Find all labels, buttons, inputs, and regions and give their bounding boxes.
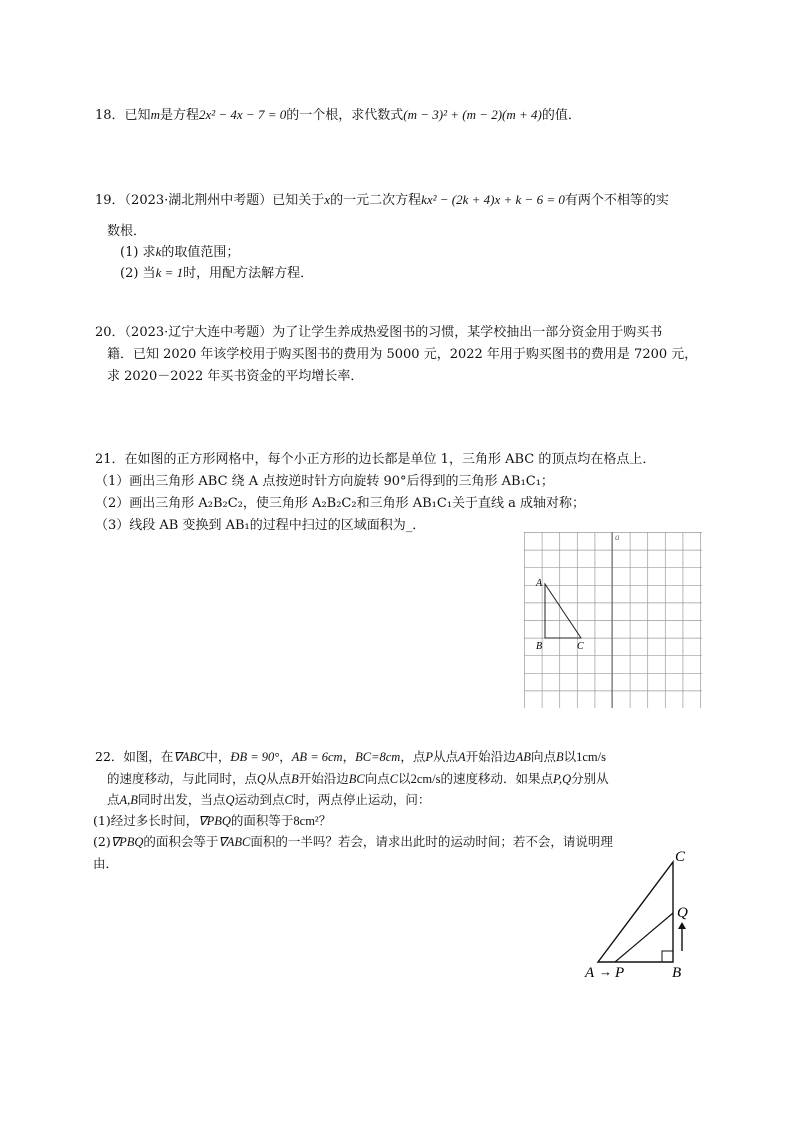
text: 的值． [541, 108, 581, 123]
label-b: B [672, 965, 682, 981]
question-19 [95, 191, 669, 210]
question-21-line1: 21．在如图的正方形网格中，每个小正方形的边长都是单位 1，三角形 ABC 的顶点均在格点上． [95, 452, 656, 467]
text: 有两个不相等的实 [564, 193, 669, 208]
source: （2023·辽宁大连中考题） [124, 325, 273, 340]
var-x: x [324, 192, 331, 207]
text: 是方程 [159, 108, 199, 123]
line-a-label: a [615, 532, 620, 542]
question-21-part2: （2）画出三角形 A₂B₂C₂，使三角形 A₂B₂C₂和三角形 AB₁C₁关于直线 a 成轴对称； [95, 496, 586, 511]
question-22-line1: 22．如图，在∇ABC中，ÐB = 90°，AB = 6cm，BC=8cm，点P从点A开始沿边AB向点B以1cm/s [95, 749, 606, 764]
question-22-line2: 的速度移动，与此同时，点Q从点B开始沿边BC向点C以2cm/s的速度移动．如果点P,Q分别从 [107, 771, 609, 786]
question-number: 19． [95, 193, 125, 208]
question-18 [95, 106, 581, 125]
label-a: A [585, 965, 595, 981]
question-21-part3: （3）线段 AB 变换到 AB₁的过程中扫过的区域面积为_． [95, 518, 426, 533]
label-c: C [675, 849, 686, 865]
expression: (m − 3)² + (m − 2)(m + 4) [403, 107, 542, 122]
var-m: m [150, 107, 160, 122]
grid-figure [524, 532, 702, 708]
text: 的一元二次方程 [330, 193, 422, 208]
question-number: 20． [95, 325, 125, 340]
triangle-abc [598, 862, 673, 962]
vertex-b-label: B [536, 641, 543, 652]
vertex-a-label: A [536, 578, 543, 589]
question-19-part2: (2) 当k = 1时，用配方法解方程． [120, 265, 314, 281]
triangle-figure [578, 845, 698, 985]
label-q: Q [677, 905, 688, 921]
segment-pq [615, 913, 673, 962]
label-p: P [615, 965, 625, 981]
question-number: 18． [95, 108, 125, 123]
question-19-line2: 数根． [107, 224, 147, 239]
text: 已知关于 [272, 193, 325, 208]
equation: 2x² − 4x − 7 = 0 [198, 107, 287, 122]
triangle-abc [545, 584, 581, 638]
question-20-line1: 20．（2023·辽宁大连中考题）为了让学生养成热爱图书的习惯，某学校抽出一部分资金用于购买书 [95, 325, 663, 340]
arrow-p: → [599, 964, 612, 979]
arrow-q-head [678, 922, 686, 929]
question-19-part1: (1) 求k的取值范围； [120, 244, 240, 260]
text: 的一个根，求代数式 [286, 108, 404, 123]
question-22-sub2-end: 由． [93, 856, 119, 871]
question-number: 21． [95, 452, 125, 467]
grid-lines [524, 532, 702, 708]
question-20-line2: 籍．已知 2020 年该学校用于购买图书的费用为 5000 元，2022 年用于购买图书的费用是 7200 元， [107, 347, 698, 362]
question-20-line3: 求 2020－2022 年买书资金的平均增长率． [107, 369, 364, 384]
vertex-c-label: C [577, 641, 584, 652]
var-k: k [155, 244, 162, 259]
right-angle-mark [662, 951, 673, 962]
question-22-sub2: (2)∇PBQ的面积会等于∇ABC面积的一半吗？若会，请求出此时的运动时间；若不会，请说明理 [93, 834, 613, 849]
question-number: 22． [95, 749, 124, 764]
equation: k = 1 [155, 265, 184, 280]
question-22-line3: 点A,B同时出发，当点Q运动到点C时，两点停止运动，问： [107, 792, 431, 807]
question-21-part1: （1）画出三角形 ABC 绕 A 点按逆时针方向旋转 90°后得到的三角形 AB₁C₁； [95, 474, 554, 489]
text: 已知 [124, 108, 151, 123]
question-22-sub1: (1)经过多长时间，∇PBQ的面积等于8cm²？ [93, 813, 332, 828]
source: （2023·湖北荆州中考题） [124, 193, 273, 208]
equation: kx² − (2k + 4)x + k − 6 = 0 [421, 192, 565, 207]
